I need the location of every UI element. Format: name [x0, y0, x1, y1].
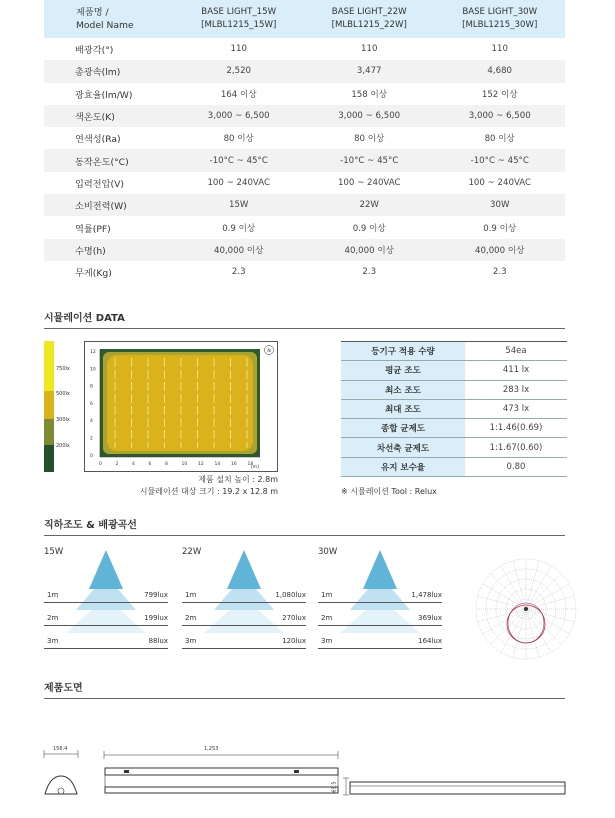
- spec-cell: 3,000 ~ 6,500: [434, 105, 565, 127]
- spec-cell: 3,000 ~ 6,500: [173, 105, 304, 127]
- illuminance-row: [318, 637, 442, 647]
- spec-cell: 110: [491, 44, 508, 55]
- lux-value: 1,478lux: [411, 591, 442, 599]
- sim-x-unit: [m]: [251, 465, 259, 470]
- spec-cell: 0.9 이상: [352, 223, 386, 234]
- spec-row-label: 동작온도(°C): [44, 149, 173, 171]
- illuminance-group-15w: [44, 547, 174, 657]
- spec-cell: -10°C ~ 45°C: [304, 149, 435, 171]
- stats-key: 유지 보수율: [341, 457, 465, 476]
- spec-cell: 22W: [304, 194, 435, 216]
- illuminance-row: [182, 614, 306, 624]
- spec-cell: 40,000 이상: [304, 239, 435, 261]
- stats-value: 473 lx: [465, 399, 567, 418]
- model-col-3: [434, 0, 565, 38]
- stats-value: 54ea: [465, 342, 567, 361]
- stats-row: [341, 342, 567, 361]
- stats-row: [341, 419, 567, 438]
- stats-value: 411 lx: [465, 361, 567, 380]
- spec-row: [44, 38, 565, 60]
- distance-label: 1m: [185, 591, 197, 599]
- header-label-line2: Model Name: [76, 20, 134, 31]
- stats-key: 평균 조도: [341, 361, 465, 380]
- north-mark: N: [267, 348, 271, 354]
- spec-cell: 30W: [434, 194, 565, 216]
- sim-x-tick: 14: [214, 462, 221, 467]
- sim-x-tick: 4: [132, 462, 135, 467]
- legend-label: 500lx: [56, 391, 70, 397]
- fixture-clip: [294, 770, 299, 773]
- sim-x-tick: 10: [181, 462, 188, 467]
- sim-x-tick: 12: [198, 462, 204, 467]
- simulation-stats-table: [341, 341, 567, 477]
- distance-label: 3m: [47, 637, 59, 645]
- spec-cell: 100 ~ 240VAC: [468, 177, 531, 188]
- illuminance-color-legend: [44, 341, 54, 472]
- row-line: [318, 625, 442, 626]
- row-line: [44, 602, 168, 603]
- profile-slot: [58, 788, 64, 794]
- spec-row: [44, 83, 565, 105]
- spec-cell: 80 이상: [223, 134, 254, 145]
- spec-cell: 158 이상: [351, 89, 388, 100]
- distance-label: 3m: [321, 637, 333, 645]
- spec-cell: 80 이상: [354, 134, 385, 145]
- illuminance-group-30w: [318, 547, 448, 657]
- row-line: [44, 648, 168, 649]
- illuminance-group-22w: [182, 547, 312, 657]
- install-height-note: 제품 설치 높이 : 2.8m: [198, 475, 278, 484]
- sim-main-zone: [107, 355, 253, 451]
- side-profile-drawing: [42, 746, 82, 798]
- illuminance-group-name: 15W: [44, 547, 64, 557]
- illuminance-row: [182, 637, 306, 647]
- model-code: [MLBL1215_15W]: [201, 20, 277, 30]
- row-line: [182, 602, 306, 603]
- lux-value: 164lux: [418, 637, 442, 645]
- sim-x-tick: 18: [247, 462, 254, 467]
- stats-key: 최대 조도: [341, 399, 465, 418]
- spec-cell: 80 이상: [484, 134, 515, 145]
- spec-cell: 15W: [173, 194, 304, 216]
- front-view-drawing: [338, 776, 568, 798]
- illuminance-group-name: 22W: [182, 547, 202, 557]
- spec-cell: 2.3: [231, 267, 246, 278]
- spec-row-label: 무게(Kg): [75, 268, 112, 280]
- spec-row: [44, 194, 565, 216]
- lux-value: 120lux: [282, 637, 306, 645]
- spec-header-row: [44, 0, 565, 38]
- spec-row: [44, 239, 565, 261]
- illuminance-row: [318, 614, 442, 624]
- spec-cell: 152 이상: [481, 89, 518, 100]
- spec-row: [44, 149, 565, 171]
- illuminance-row: [44, 637, 168, 647]
- spec-row: [44, 105, 565, 127]
- spec-row: [44, 261, 565, 283]
- spec-cell: 0.9 이상: [222, 223, 256, 234]
- spec-cell: 100 ~ 240VAC: [337, 177, 401, 188]
- spec-cell: 0.9 이상: [483, 223, 517, 234]
- fixture-front: [350, 782, 565, 794]
- stats-row: [341, 361, 567, 380]
- spec-row-label: 입력전압(V): [75, 178, 124, 190]
- model-code: [MLBL1215_30W]: [462, 20, 538, 30]
- fixture-top-rail: [105, 768, 338, 775]
- spec-cell: 3,477: [304, 60, 435, 82]
- sim-x-tick: 8: [165, 462, 168, 467]
- sim-y-tick: 2: [90, 436, 93, 442]
- model-name: BASE LIGHT_22W: [331, 7, 407, 17]
- stats-row: [341, 380, 567, 399]
- legend-swatch-750: [44, 341, 54, 391]
- polar-center: [524, 607, 528, 611]
- sim-y-tick: 12: [90, 350, 96, 355]
- spec-cell: 2.3: [362, 267, 377, 278]
- lux-value: 199lux: [144, 614, 168, 622]
- simulation-plot: [84, 341, 278, 472]
- fixture-clip: [124, 770, 129, 773]
- stats-row: [341, 399, 567, 418]
- legend-swatch-300: [44, 419, 54, 445]
- spec-row-label: 소비전력(W): [44, 194, 173, 216]
- legend-swatch-200: [44, 445, 54, 472]
- spec-row-label: 색온도(K): [44, 105, 173, 127]
- lux-value: 369lux: [418, 614, 442, 622]
- stats-value: 0.80: [465, 457, 567, 476]
- model-code: [MLBL1215_22W]: [331, 20, 407, 30]
- distance-label: 2m: [321, 614, 333, 622]
- illuminance-row: [182, 591, 306, 601]
- beam-band-1: [89, 550, 123, 589]
- sim-x-tick: 16: [231, 462, 237, 467]
- stats-value: 283 lx: [465, 380, 567, 399]
- header-label-line1: 제품명 /: [76, 7, 109, 18]
- legend-label: 200lx: [56, 443, 70, 449]
- beam-band-1: [227, 550, 261, 589]
- spec-row-label: 수명(h): [44, 239, 173, 261]
- row-line: [44, 625, 168, 626]
- sim-x-tick: 2: [115, 462, 119, 467]
- spec-row: [44, 127, 565, 149]
- illuminance-group-name: 30W: [318, 547, 338, 557]
- sim-y-tick: 8: [90, 384, 93, 390]
- spec-row-label: 배광각(°): [75, 45, 114, 57]
- height-dimension: 69.5: [331, 781, 338, 793]
- row-line: [318, 648, 442, 649]
- spec-cell: 2.3: [492, 267, 507, 278]
- distance-label: 1m: [321, 591, 333, 599]
- spec-row-label: 역률(PF): [75, 223, 111, 235]
- spec-cell: 4,680: [434, 60, 565, 82]
- simulation-plot-svg: [85, 342, 279, 473]
- sim-y-tick: 6: [90, 401, 93, 407]
- spec-row: [44, 172, 565, 194]
- spec-cell: 3,000 ~ 6,500: [304, 105, 435, 127]
- sim-y-tick: 10: [90, 367, 96, 373]
- stats-value: 1:1.67(0.60): [465, 438, 567, 457]
- illuminance-row: [44, 614, 168, 624]
- spec-row: [44, 60, 565, 82]
- legend-swatch-500: [44, 391, 54, 419]
- model-name: BASE LIGHT_30W: [462, 7, 538, 17]
- stats-row: [341, 438, 567, 457]
- spec-cell: 164 이상: [220, 89, 257, 100]
- beam-band-1: [363, 550, 397, 589]
- spec-row: [44, 216, 565, 238]
- illuminance-row: [44, 591, 168, 601]
- spec-row-label: 광효율(lm/W): [75, 89, 133, 101]
- stats-key: 종합 균제도: [341, 419, 465, 438]
- lux-value: 88lux: [148, 637, 168, 645]
- lux-value: 270lux: [282, 614, 306, 622]
- spec-header-label: [44, 0, 173, 38]
- spec-table: [44, 0, 565, 283]
- spec-cell: -10°C ~ 45°C: [173, 149, 304, 171]
- row-line: [182, 648, 306, 649]
- stats-key: 등기구 적용 수량: [341, 342, 465, 361]
- stats-key: 차선축 균제도: [341, 438, 465, 457]
- model-col-1: [173, 0, 304, 38]
- length-dimension: 1,253: [204, 746, 219, 752]
- stats-value: 1:1.46(0.69): [465, 419, 567, 438]
- sim-y-ticks: [90, 349, 96, 459]
- lux-value: 1,080lux: [275, 591, 306, 599]
- spec-cell: -10°C ~ 45°C: [434, 149, 565, 171]
- sim-size-note: 시뮬레이션 대상 크기 : 19.2 x 12.8 m: [139, 487, 278, 496]
- sim-y-tick: 0: [90, 453, 93, 459]
- illuminance-section-title: 직하조도 & 배광곡선: [44, 516, 565, 536]
- distance-label: 2m: [47, 614, 59, 622]
- spec-cell: 100 ~ 240VAC: [207, 177, 270, 188]
- distance-label: 2m: [185, 614, 197, 622]
- drawing-section-title: 제품도면: [44, 679, 565, 699]
- lux-value: 799lux: [144, 591, 168, 599]
- row-line: [182, 625, 306, 626]
- polar-distribution-chart: [474, 557, 578, 661]
- simulation-tool-note: ※ 시뮬레이션 Tool : Relux: [341, 487, 437, 496]
- width-dimension: 156.4: [53, 746, 68, 752]
- sim-x-tick: 0: [99, 462, 102, 467]
- spec-cell: 40,000 이상: [434, 239, 565, 261]
- legend-label: 750lx: [56, 366, 70, 372]
- spec-cell: 2,520: [173, 60, 304, 82]
- row-line: [318, 602, 442, 603]
- spec-row-label: 연색성(Ra): [75, 134, 121, 146]
- spec-cell: 40,000 이상: [173, 239, 304, 261]
- sim-y-tick: 4: [90, 419, 93, 425]
- illuminance-row: [318, 591, 442, 601]
- sim-x-ticks: [99, 461, 253, 467]
- top-view-drawing: [102, 746, 342, 800]
- distance-label: 3m: [185, 637, 197, 645]
- model-col-2: [304, 0, 435, 38]
- spec-cell: 110: [361, 44, 378, 55]
- distance-label: 1m: [47, 591, 59, 599]
- model-name: BASE LIGHT_15W: [201, 7, 277, 17]
- stats-key: 최소 조도: [341, 380, 465, 399]
- sim-x-tick: 6: [148, 462, 152, 467]
- spec-cell: 110: [230, 44, 247, 55]
- simulation-section-title: 시뮬레이션 DATA: [44, 309, 565, 329]
- spec-row-label: 총광속(lm): [44, 60, 173, 82]
- stats-row: [341, 457, 567, 476]
- legend-label: 300lx: [56, 417, 70, 423]
- fixture-bottom-rail: [105, 787, 338, 793]
